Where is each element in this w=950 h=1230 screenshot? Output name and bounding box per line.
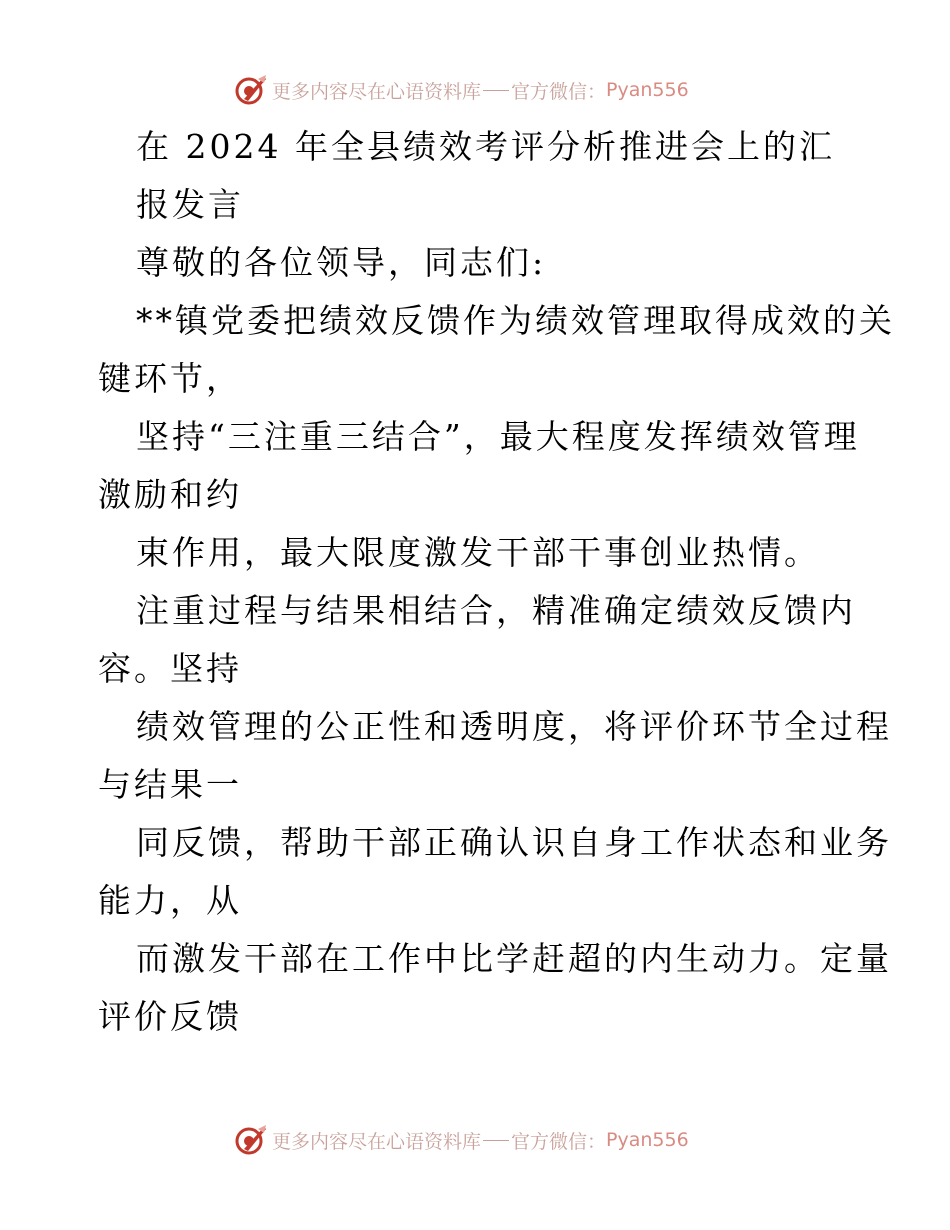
quill-logo-icon	[234, 1123, 268, 1157]
text-line: 同反馈，帮助干部正确认识自身工作状态和业务	[136, 823, 892, 862]
text-line: 报发言	[136, 185, 244, 224]
watermark-text: 更多内容尽在心语资料库	[272, 1130, 482, 1153]
quill-logo-icon	[234, 73, 268, 107]
text-line: 束作用，最大限度激发干部干事创业热情。	[136, 533, 820, 572]
text-line: **镇党委把绩效反馈作为绩效管理取得成效的关	[136, 301, 895, 340]
document-title-line: 在 2024 年全县绩效考评分析推进会上的汇	[136, 127, 835, 166]
text-line: 评价反馈	[98, 997, 242, 1036]
text-line: 容。坚持	[98, 649, 242, 688]
watermark-official-label: 官方微信：	[511, 80, 607, 103]
text-line: 与结果一	[98, 765, 242, 804]
watermark-separator	[483, 90, 509, 91]
text-line: 坚持“三注重三结合”，最大程度发挥绩效管理	[136, 417, 860, 456]
watermark-text: 更多内容尽在心语资料库	[272, 80, 482, 103]
watermark-separator	[483, 1140, 509, 1141]
watermark-official-label: 官方微信：	[511, 1130, 607, 1153]
text-line: 注重过程与结果相结合，精准确定绩效反馈内	[136, 591, 856, 630]
text-line: 激励和约	[98, 475, 242, 514]
text-line: 能力，从	[98, 881, 242, 920]
footer-watermark	[234, 1122, 689, 1158]
text-line: 键环节，	[98, 359, 242, 398]
watermark-wechat-id: Pyan556	[606, 1129, 689, 1151]
text-line: 绩效管理的公正性和透明度，将评价环节全过程	[136, 707, 892, 746]
watermark-wechat-id: Pyan556	[606, 79, 689, 101]
header-watermark	[234, 72, 689, 108]
text-line: 尊敬的各位领导，同志们:	[136, 243, 547, 282]
text-line: 而激发干部在工作中比学赶超的内生动力。定量	[136, 939, 892, 978]
document-body	[98, 118, 895, 1046]
